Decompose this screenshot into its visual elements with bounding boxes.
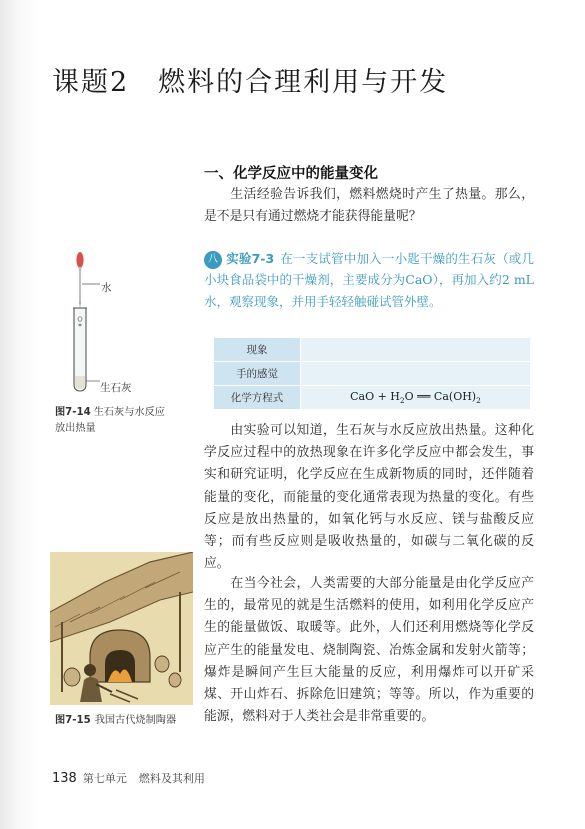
row-label-hand-feeling: 手的感觉 [214, 362, 301, 386]
unit-label: 第七单元 [82, 772, 127, 785]
chapter-title: 课题2 燃料的合理利用与开发 [52, 67, 449, 98]
chemical-equation: CaO + $H_2O$ ══ $Ca(OH)_2$ [350, 389, 481, 406]
society-paragraph [204, 573, 534, 728]
table-row [214, 386, 531, 410]
table-row [214, 338, 531, 362]
figure-caption-text: 生石灰与水反应放出热量 [55, 407, 165, 434]
figure-7-14-caption [55, 405, 175, 437]
row-value-phenomenon [301, 338, 531, 362]
dropper-bulb-icon [76, 252, 83, 268]
intro-text: 生活经验告诉我们，燃料燃烧时产生了热量。那么，是不是只有通过燃烧才能获得能量呢？ [204, 187, 534, 225]
experiment-label: 实验7-3 [226, 251, 275, 266]
figure-number: 图7-14 [55, 407, 91, 418]
observation-table [213, 337, 531, 410]
table-row [214, 362, 531, 386]
row-value-equation [301, 386, 531, 410]
society-text: 在当今社会，人类需要的大部分能量是由化学反应产生的，最常见的就是生活燃料的使用，如利用化学反应产生的能量做饭、取暖等。此外，人们还利用燃烧等化学反应产生的能量发电、烧制陶瓷、冶炼金属和发射火箭等；爆炸是瞬间产生巨大能量的反应，利用爆炸可以开矿采煤、开山炸石、拆除危旧建筑；等等。所以，作为重要的能源，燃料对于人类社会是非常重要的。 [204, 576, 534, 725]
water-label: 水 [101, 282, 112, 294]
section-heading: 一、化学反应中的能量变化 [204, 166, 378, 182]
figure-7-15-caption [55, 713, 205, 729]
row-label-equation: 化学方程式 [214, 386, 301, 410]
row-value-hand-feeling [301, 362, 531, 386]
ancient-pottery-kiln-illustration [50, 552, 193, 705]
experiment-text: 在一支试管中加入一小匙干燥的生石灰（或几小块食品袋中的干燥剂，主要成分为CaO），再加入约2 mL水，观察现象，并用手轻轻触碰试管外壁。 [204, 251, 534, 309]
figure-number: 图7-15 [55, 715, 91, 726]
experiment-badge-icon: 八 [204, 251, 222, 269]
figure-caption-text: 我国古代烧制陶器 [94, 715, 177, 726]
intro-paragraph [204, 184, 534, 228]
result-text: 由实验可以知道，生石灰与水反应放出热量。这种化学反应过程中的放热现象在许多化学反应中都会发生，事实和研究证明，化学反应在生成新物质的同时，还伴随着能量的变化，而能量的变化通常表现为热量的变化。有些反应是放出热量的，如氧化钙与水反应、镁与盐酸反应等；而有些反应则是吸收热量的，如碳与二氧化碳的反应。 [204, 423, 534, 572]
unit-title: 燃料及其利用 [138, 772, 205, 785]
page-number: 138 [52, 771, 77, 786]
row-label-phenomenon: 现象 [214, 338, 301, 362]
quicklime-label: 生石灰 [100, 382, 132, 394]
page-footer [52, 770, 205, 786]
experiment-instructions [204, 248, 534, 312]
result-paragraph [204, 420, 534, 575]
experiment-box [204, 248, 534, 312]
